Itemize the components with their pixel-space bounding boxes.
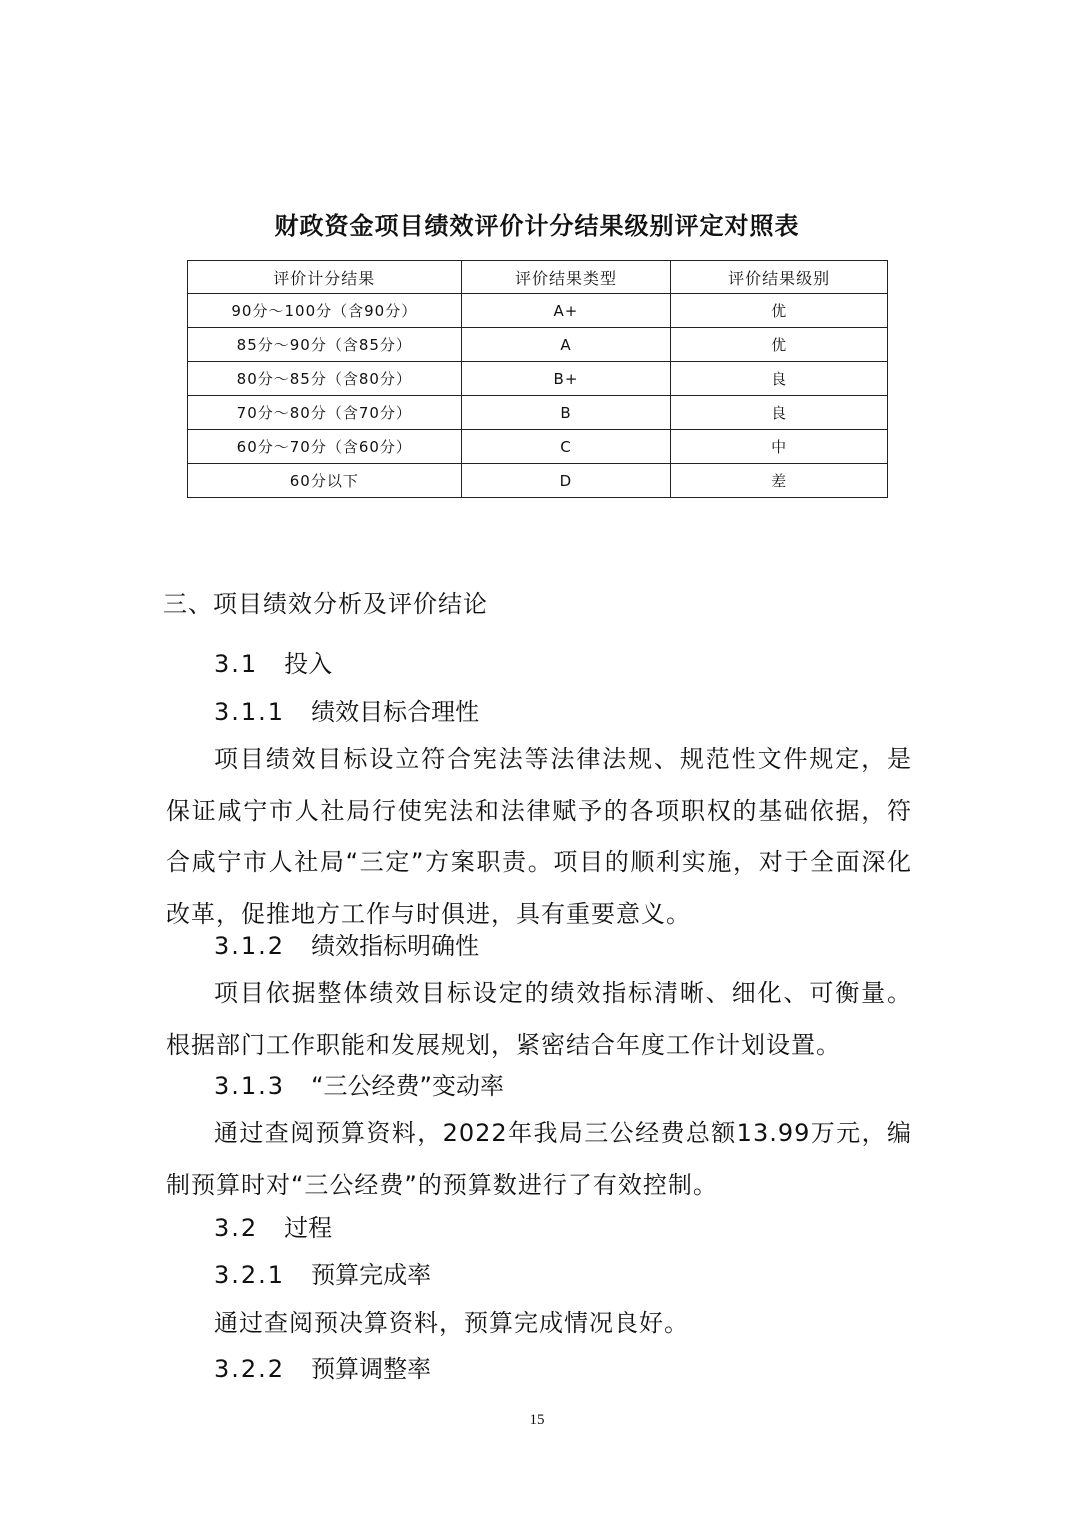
- cell-score: 90分～100分（含90分）: [188, 294, 462, 328]
- heading-number: 3.1.1: [214, 698, 286, 726]
- heading-number: 3.2.1: [214, 1261, 286, 1289]
- cell-type: B+: [461, 362, 671, 396]
- header-type: 评价结果类型: [461, 261, 671, 294]
- table-row: [188, 396, 888, 430]
- paragraph-text: 项目依据整体绩效目标设定的绩效指标清晰、细化、可衡量。根据部门工作职能和发展规划，紧密结合年度工作计划设置。: [166, 979, 912, 1059]
- cell-level: 中: [671, 430, 888, 464]
- subsection-heading-3-1-2: [214, 929, 1074, 963]
- cell-score: 60分以下: [188, 464, 462, 498]
- heading-text: 绩效目标合理性: [311, 698, 480, 726]
- paragraph-text: 通过查阅预算资料，2022年我局三公经费总额13.99万元，编制预算时对“三公经费”的预算数进行了有效控制。: [166, 1119, 912, 1199]
- cell-level: 良: [671, 396, 888, 430]
- heading-number: 3.1: [214, 650, 259, 678]
- cell-level: 优: [671, 328, 888, 362]
- heading-text: 预算调整率: [311, 1355, 432, 1383]
- heading-number: 3.1.3: [214, 1072, 286, 1100]
- header-level: 评价结果级别: [671, 261, 888, 294]
- heading-text: 过程: [284, 1214, 333, 1242]
- header-score: 评价计分结果: [188, 261, 462, 294]
- cell-level: 优: [671, 294, 888, 328]
- table-row: [188, 430, 888, 464]
- subsection-heading-3-2-2: [214, 1352, 1074, 1386]
- page-number: 15: [529, 1412, 545, 1428]
- paragraph-3-1-2: [166, 968, 912, 1071]
- cell-score: 80分～85分（含80分）: [188, 362, 462, 396]
- table-row: [188, 328, 888, 362]
- cell-score: 85分～90分（含85分）: [188, 328, 462, 362]
- paragraph-text: 通过查阅预决算资料，预算完成情况良好。: [214, 1309, 689, 1337]
- table-row: [188, 362, 888, 396]
- paragraph-3-2-1: [166, 1306, 912, 1340]
- subsection-heading-3-1: [214, 647, 1074, 681]
- subsection-heading-3-2-1: [214, 1258, 1074, 1292]
- grade-table: [187, 260, 888, 498]
- heading-text: 预算完成率: [311, 1261, 432, 1289]
- heading-number: 3.2.2: [214, 1355, 286, 1383]
- cell-type: D: [461, 464, 671, 498]
- paragraph-3-1-3: [166, 1108, 912, 1211]
- subsection-heading-3-1-1: [214, 695, 1074, 729]
- table-title: 财政资金项目绩效评价计分结果级别评定对照表: [274, 212, 800, 240]
- table-row: [188, 294, 888, 328]
- cell-type: C: [461, 430, 671, 464]
- heading-text: “三公经费”变动率: [311, 1072, 504, 1100]
- table-header-row: [188, 261, 888, 294]
- table-row: [188, 464, 888, 498]
- cell-level: 差: [671, 464, 888, 498]
- heading-text: 投入: [284, 650, 333, 678]
- cell-type: B: [461, 396, 671, 430]
- heading-text: 绩效指标明确性: [311, 932, 480, 960]
- cell-score: 60分～70分（含60分）: [188, 430, 462, 464]
- subsection-heading-3-1-3: [214, 1069, 1074, 1103]
- heading-number: 3.1.2: [214, 932, 286, 960]
- cell-level: 良: [671, 362, 888, 396]
- subsection-heading-3-2: [214, 1211, 1074, 1245]
- section-heading: 三、项目绩效分析及评价结论: [163, 590, 488, 618]
- cell-type: A: [461, 328, 671, 362]
- cell-type: A+: [461, 294, 671, 328]
- cell-score: 70分～80分（含70分）: [188, 396, 462, 430]
- heading-number: 3.2: [214, 1214, 259, 1242]
- paragraph-text: 项目绩效目标设立符合宪法等法律法规、规范性文件规定，是保证咸宁市人社局行使宪法和法律赋予的各项职权的基础依据，符合咸宁市人社局“三定”方案职责。项目的顺利实施，对于全面深化改革，促推地方工作与时俱进，具有重要意义。: [166, 745, 912, 928]
- paragraph-3-1-1: [166, 734, 912, 940]
